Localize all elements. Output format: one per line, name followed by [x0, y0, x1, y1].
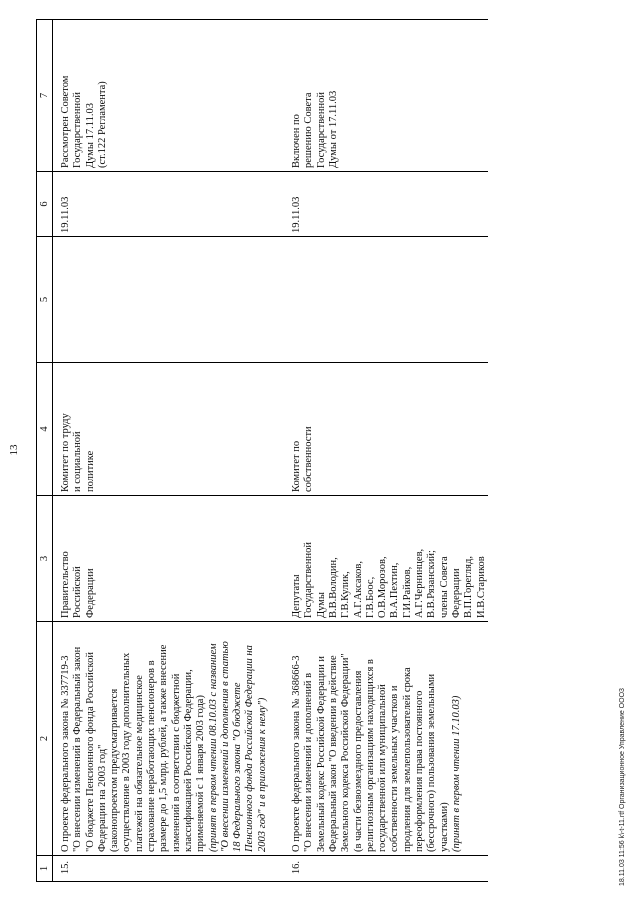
initiator-cell: Правительство Российской Федерации: [53, 496, 270, 622]
status-cell: Рассмотрен Советом Государственной Думы 17.11.03 (ст.122 Регламента): [53, 20, 270, 172]
column-header: 4: [37, 363, 53, 496]
initiator-cell: Депутаты Государственной Думы В.В.Володин, Г.В.Кулик, А.Г.Аксаков, Г.В.Боос, О.В.Морозов, В.А.Пехтин, Г.И.Райков, А.Г.Чернинцев, В.В.Рязанский; члены Совета Федерации В.П.Горегляд, И.В.Стариков: [269, 496, 488, 622]
column-header: 2: [37, 622, 53, 856]
column-header: 5: [37, 237, 53, 363]
column-header: 6: [37, 172, 53, 237]
committee-cell: Комитет по труду и социальной политике: [53, 363, 270, 496]
committee-cell: Комитет по собственности: [269, 363, 488, 496]
document-footer: 18.11.03 11:56 k\-t-11.rtf Организационное Управление ООО3: [619, 688, 626, 886]
bill-summary: (законопроектом предусматривается осуществление в 2003 году дополнительных платежей на обязательное медицинское страхование неработающих пенсионеров в размере до 1,5 млрд. рублей, а также внесение изменений в соответствии с бюджетной классификацией Российской Федерации, применяемой с 1 января 2003 года): [109, 644, 207, 852]
bill-registry-table: [36, 19, 488, 882]
column-header-row: [37, 20, 53, 882]
bill-title: О проекте федерального закона № 368666-3 "О внесении изменений и дополнений в Земельный кодекс Российской Федерации и Федеральный закон "О введении в действие Земельного кодекса Российской Федерации": [291, 653, 352, 852]
bill-description-cell: [53, 622, 270, 856]
date-cell: 19.11.03: [53, 172, 270, 237]
date-cell: 19.11.03: [269, 172, 488, 237]
table-row: [269, 20, 488, 882]
row-number: 16.: [269, 856, 488, 882]
column-5-cell: [53, 237, 270, 363]
row-number: 15.: [53, 856, 270, 882]
bill-description-cell: [269, 622, 488, 856]
table-row: [53, 20, 270, 882]
page-number: 13: [8, 444, 20, 456]
column-5-cell: [269, 237, 488, 363]
column-header: 1: [37, 856, 53, 882]
bill-reading-note: (принят в первом чтении 17.10.03): [450, 695, 462, 852]
column-header: 3: [37, 496, 53, 622]
column-header: 7: [37, 20, 53, 172]
bill-summary: (в части безвозмездного предоставления религиозным организациям находящихся в государственной или муниципальной собственности земельных участков и продления для землепользователей срока переоформления права постоянного (бессрочного) пользования земельными участками): [352, 659, 450, 852]
bill-reading-note: (принят в первом чтении 08.10.03 с названием "О внесении изменений и дополнения в статью 18 Федерального закона "О бюджете Пенсионного фонда Российской Федерации на 2003 год" и в приложения к нему"): [207, 641, 268, 852]
bill-title: О проекте федерального закона № 337719-3 "О внесении изменений в Федеральный закон "О бюджете Пенсионного фонда Российской Федерации на 2003 год": [60, 646, 108, 852]
status-cell: Включен по решению Совета Государственной Думы от 17.11.03: [269, 20, 488, 172]
